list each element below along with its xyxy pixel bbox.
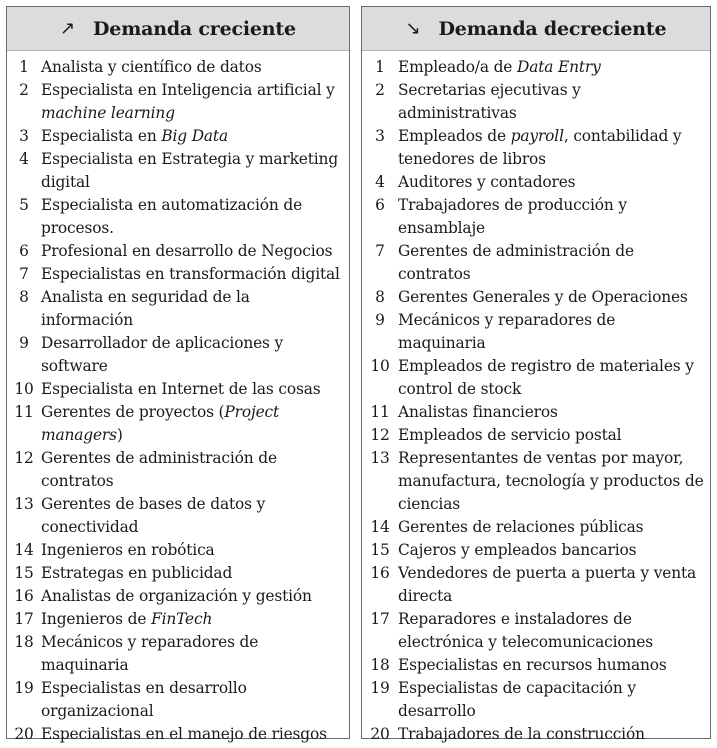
item-number: 12 [370,426,390,444]
item-text [41,723,349,746]
item-number: 12 [14,449,34,467]
item-text [41,562,349,585]
increasing-demand-panel [6,6,350,743]
item-text [398,562,710,608]
item-number: 11 [370,403,390,421]
list-item [362,56,710,79]
item-text [41,401,349,447]
item-text [398,424,710,447]
item-number: 2 [19,81,29,99]
item-text [398,723,710,746]
item-text [398,171,710,194]
item-number: 18 [14,633,34,651]
item-text-segment: Trabajadores de producción y ensamblaje [398,196,627,237]
item-number: 14 [14,541,34,559]
list-item [7,585,349,608]
item-text [398,355,710,401]
item-text-segment: Gerentes de relaciones públicas [398,518,644,536]
item-text-segment: Gerentes Generales y de Operaciones [398,288,688,306]
item-text [398,309,710,355]
increasing-demand-title: Demanda creciente [93,17,296,40]
list-item [362,240,710,286]
list-item [362,401,710,424]
item-text-italic: FinTech [151,610,213,628]
list-item [7,332,349,378]
item-text-segment: , contabilidad y tenedores de libros [398,127,682,168]
item-number: 4 [375,173,385,191]
item-number: 7 [375,242,385,260]
list-item [7,608,349,631]
item-number: 5 [19,196,29,214]
item-text-segment: Representantes de ventas por mayor, manufactura, tecnología y productos de ciencias [398,449,704,513]
list-item [7,263,349,286]
item-number: 6 [19,242,29,260]
item-text [41,332,349,378]
item-text-segment: Empleado/a de [398,58,518,76]
list-item [362,79,710,125]
list-item [7,401,349,447]
item-text [398,56,710,79]
item-text [398,654,710,677]
item-number: 1 [375,58,385,76]
decreasing-demand-list [362,51,710,746]
item-text-italic: machine learning [41,104,175,122]
list-item [7,56,349,79]
item-text-segment: Gerentes de administración de contratos [398,242,634,283]
item-text [41,286,349,332]
item-text-segment: Reparadores e instaladores de electrónica y telecomunicaciones [398,610,653,651]
item-text-segment: Empleados de [398,127,511,145]
list-item [362,677,710,723]
item-text-segment: Especialistas en desarrollo organizacional [41,679,247,720]
item-number: 13 [14,495,34,513]
arrow-down-right-icon: ↘ [405,18,421,39]
item-text-segment: Especialista en Internet de las cosas [41,380,321,398]
list-item [362,309,710,355]
item-text-segment: Cajeros y empleados bancarios [398,541,637,559]
decreasing-demand-header [362,7,710,51]
item-text-segment: Especialistas de capacitación y desarrollo [398,679,636,720]
item-text [398,401,710,424]
list-item [362,562,710,608]
item-text-segment: ) [116,426,123,444]
item-number: 9 [19,334,29,352]
item-text-segment: Empleados de registro de materiales y control de stock [398,357,694,398]
item-text-segment: Gerentes de administración de contratos [41,449,277,490]
list-item [362,194,710,240]
list-item [362,125,710,171]
list-item [362,447,710,516]
item-text [398,608,710,654]
item-text [41,194,349,240]
item-text [398,447,710,516]
arrow-up-right-icon: ↗ [60,18,76,39]
item-text [398,539,710,562]
list-item [7,194,349,240]
list-item [7,539,349,562]
list-item [7,447,349,493]
item-number: 17 [14,610,34,628]
decreasing-demand-panel [361,6,711,743]
item-text [398,516,710,539]
item-text [41,240,349,263]
item-text-italic: payroll [510,127,564,145]
item-text [398,677,710,723]
item-text-segment: Analista en seguridad de la información [41,288,250,329]
list-item [7,677,349,723]
item-text-segment: Mecánicos y reparadores de maquinaria [398,311,616,352]
item-text [41,56,349,79]
item-text-segment: Vendedores de puerta a puerta y venta directa [398,564,697,605]
item-number: 8 [375,288,385,306]
item-text [41,148,349,194]
item-text-italic: Data Entry [517,58,601,76]
item-text-segment: Especialista en Inteligencia artificial y [41,81,335,99]
item-text [398,194,710,240]
list-item [362,171,710,194]
list-item [7,148,349,194]
item-number: 10 [14,380,34,398]
item-number: 18 [370,656,390,674]
item-text-segment: Trabajadores de la construcción [398,725,645,743]
item-text [41,378,349,401]
increasing-demand-header [7,7,349,51]
item-number: 15 [14,564,34,582]
item-number: 4 [19,150,29,168]
list-item [362,355,710,401]
item-text [41,447,349,493]
list-item [362,654,710,677]
list-item [7,493,349,539]
decreasing-demand-title: Demanda decreciente [438,17,667,40]
item-number: 14 [370,518,390,536]
item-number: 16 [14,587,34,605]
list-item [7,562,349,585]
list-item [362,424,710,447]
increasing-demand-list [7,51,349,746]
item-text [41,608,349,631]
item-text [41,79,349,125]
item-text-segment: Especialista en Estrategia y marketing digital [41,150,339,191]
list-item [7,240,349,263]
item-text-segment: Especialistas en transformación digital [41,265,340,283]
item-text [398,125,710,171]
item-number: 2 [375,81,385,99]
list-item [362,608,710,654]
item-number: 20 [370,725,390,743]
list-item [7,79,349,125]
item-text [398,240,710,286]
item-text [41,539,349,562]
item-number: 6 [375,196,385,214]
item-text-segment: Analistas financieros [398,403,558,421]
item-text [41,677,349,723]
item-number: 11 [14,403,34,421]
item-number: 7 [19,265,29,283]
item-number: 16 [370,564,390,582]
list-item [362,539,710,562]
item-text [41,631,349,677]
list-item [362,516,710,539]
item-text-segment: Gerentes de bases de datos y conectividad [41,495,266,536]
list-item [362,286,710,309]
list-item [7,631,349,677]
item-text-segment: Secretarias ejecutivas y administrativas [398,81,581,122]
list-item [7,125,349,148]
item-number: 1 [19,58,29,76]
item-text-segment: Empleados de servicio postal [398,426,622,444]
list-item [7,286,349,332]
item-text-segment: Estrategas en publicidad [41,564,233,582]
item-number: 19 [14,679,34,697]
item-text [41,493,349,539]
item-text [398,79,710,125]
item-text-segment: Especialista en automatización de procesos. [41,196,303,237]
item-number: 10 [370,357,390,375]
item-number: 8 [19,288,29,306]
item-number: 19 [370,679,390,697]
item-text-segment: Analistas de organización y gestión [41,587,312,605]
item-number: 15 [370,541,390,559]
item-text [41,125,349,148]
item-text-segment: Gerentes de proyectos ( [41,403,225,421]
item-text-segment: Ingenieros en robótica [41,541,215,559]
item-text-segment: Analista y científico de datos [41,58,262,76]
item-text [398,286,710,309]
item-text-segment: Mecánicos y reparadores de maquinaria [41,633,259,674]
item-number: 20 [14,725,34,743]
item-number: 3 [375,127,385,145]
item-number: 9 [375,311,385,329]
item-text-italic: Project managers [41,403,280,444]
item-text-segment: Auditores y contadores [398,173,576,191]
item-text-segment: Especialistas en recursos humanos [398,656,667,674]
item-number: 17 [370,610,390,628]
item-text-segment: Desarrollador de aplicaciones y software [41,334,284,375]
item-text-segment: Especialistas en el manejo de riesgos [41,725,327,743]
item-text [41,585,349,608]
item-text-segment: Especialista en [41,127,162,145]
list-item [362,723,710,746]
item-text-segment: Profesional en desarrollo de Negocios [41,242,333,260]
list-item [7,378,349,401]
list-item [7,723,349,746]
item-number: 3 [19,127,29,145]
item-text [41,263,349,286]
item-text-italic: Big Data [161,127,228,145]
item-text-segment: Ingenieros de [41,610,152,628]
item-number: 13 [370,449,390,467]
